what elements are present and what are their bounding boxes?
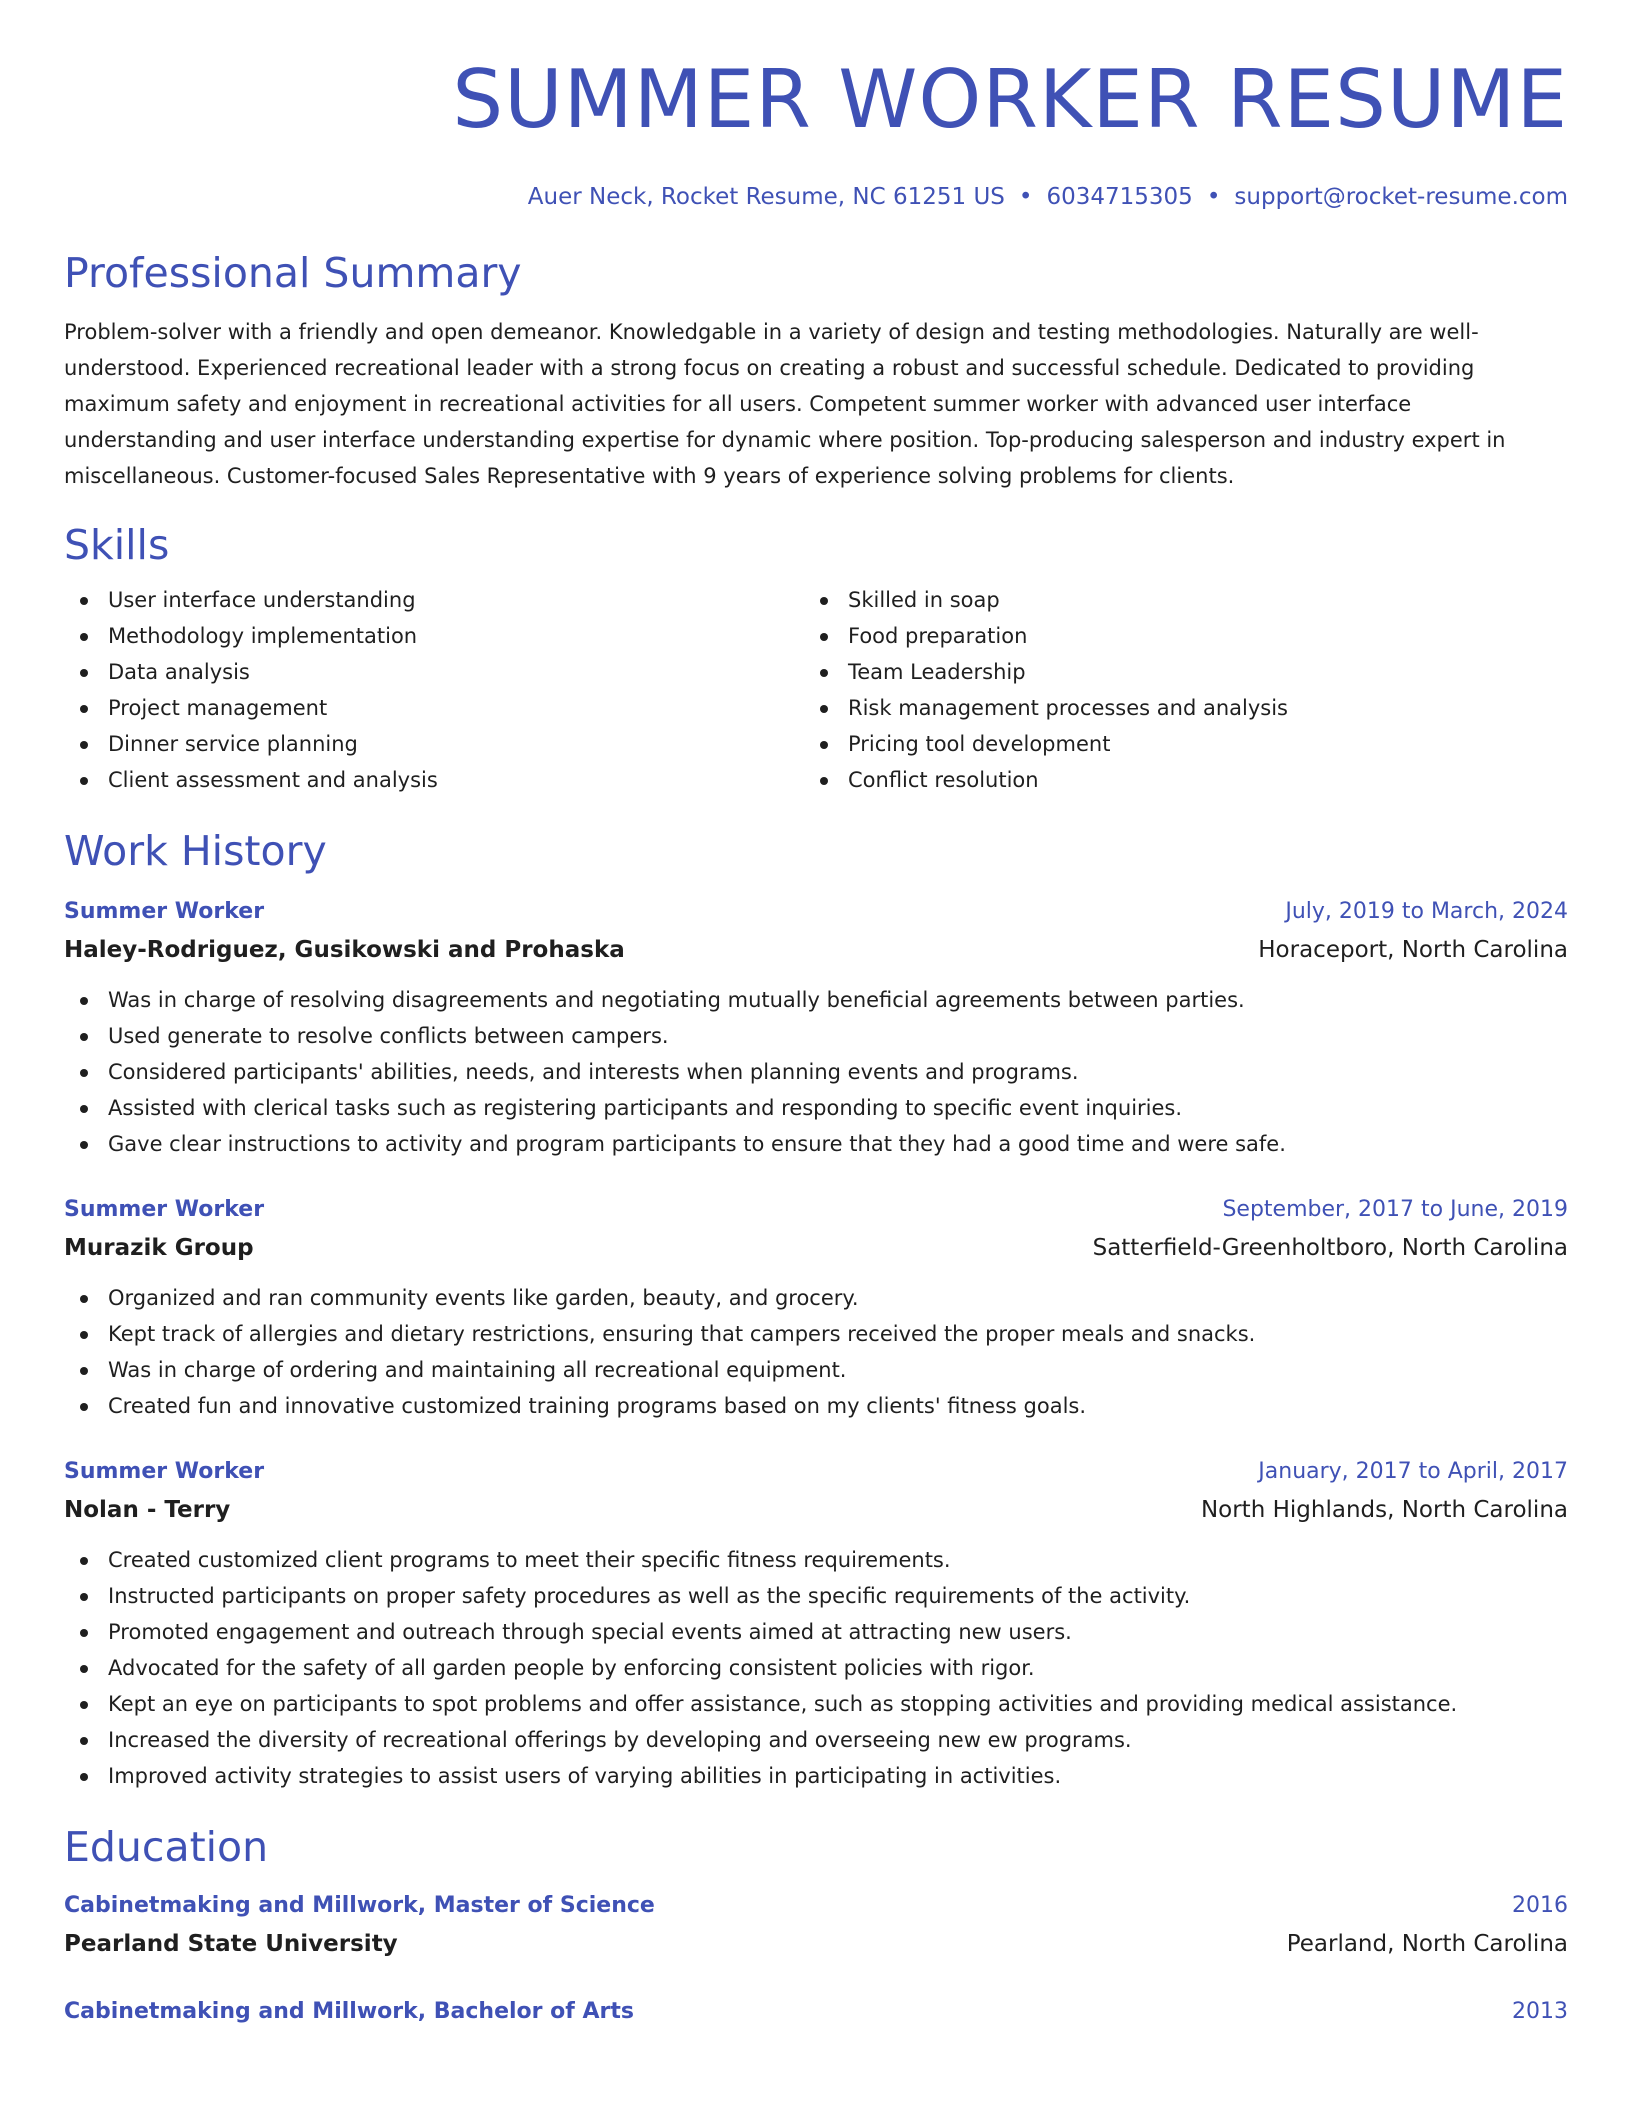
education-header-row [64, 1888, 1568, 1924]
job-duty: Organized and ran community events like garden, beauty, and grocery. [64, 1280, 1568, 1316]
skills-column-right [804, 582, 1544, 798]
job-duty: Increased the diversity of recreational offerings by developing and overseeing new ew programs. [64, 1722, 1568, 1758]
skill-item: Dinner service planning [64, 726, 804, 762]
section-title-education: Education [64, 1823, 269, 1871]
job-entry [64, 1454, 1568, 1794]
job-duties-list [64, 982, 1568, 1162]
job-entry [64, 894, 1568, 1162]
section-title-skills: Skills [64, 521, 170, 569]
skill-item: Conflict resolution [804, 762, 1544, 798]
education-degree: Cabinetmaking and Millwork, Bachelor of Arts [64, 1999, 634, 2024]
skill-item: Client assessment and analysis [64, 762, 804, 798]
job-duties-list [64, 1280, 1568, 1424]
resume-header [64, 52, 1568, 212]
job-duty: Gave clear instructions to activity and program participants to ensure that they had a good time and were safe. [64, 1126, 1568, 1162]
section-title-work-history: Work History [64, 827, 327, 875]
job-location: Satterfield-Greenholtboro, North Carolina [1092, 1235, 1568, 1261]
work-history-section [64, 826, 1568, 1794]
contact-separator: • [1206, 184, 1221, 210]
job-location: North Highlands, North Carolina [1200, 1497, 1568, 1523]
job-company: Haley-Rodriguez, Gusikowski and Prohaska [64, 937, 625, 963]
skill-item: Pricing tool development [804, 726, 1544, 762]
job-company-row [64, 930, 1568, 970]
contact-address: Auer Neck, Rocket Resume, NC 61251 US [527, 184, 1005, 210]
job-duty: Kept track of allergies and dietary restrictions, ensuring that campers received the proper meals and snacks. [64, 1316, 1568, 1352]
resume-title: SUMMER WORKER RESUME [452, 53, 1568, 146]
skill-item: Methodology implementation [64, 618, 804, 654]
job-dates: September, 2017 to June, 2019 [1222, 1197, 1568, 1222]
education-degree: Cabinetmaking and Millwork, Master of Science [64, 1893, 655, 1918]
job-header-row [64, 1192, 1568, 1228]
job-header-row [64, 894, 1568, 930]
job-header-row [64, 1454, 1568, 1490]
skill-item: Risk management processes and analysis [804, 690, 1544, 726]
skill-item: Data analysis [64, 654, 804, 690]
job-duty: Was in charge of ordering and maintaining all recreational equipment. [64, 1352, 1568, 1388]
job-duty: Promoted engagement and outreach through special events aimed at attracting new users. [64, 1614, 1568, 1650]
education-entry [64, 1994, 1568, 2030]
job-company: Murazik Group [64, 1235, 254, 1261]
contact-line [64, 182, 1568, 212]
contact-phone[interactable]: 6034715305 [1046, 184, 1193, 210]
education-school-row [64, 1924, 1568, 1964]
job-duties-list [64, 1542, 1568, 1794]
skill-item: Team Leadership [804, 654, 1544, 690]
contact-separator: • [1018, 184, 1033, 210]
job-entry [64, 1192, 1568, 1424]
job-duty: Created customized client programs to meet their specific fitness requirements. [64, 1542, 1568, 1578]
job-duty: Considered participants' abilities, needs, and interests when planning events and programs. [64, 1054, 1568, 1090]
section-title-summary: Professional Summary [64, 249, 522, 297]
job-duty: Assisted with clerical tasks such as registering participants and responding to specific event inquiries. [64, 1090, 1568, 1126]
summary-text: Problem-solver with a friendly and open demeanor. Knowledgable in a variety of design and testing methodologies. Naturally are well-understood. Experienced recreational leader with a strong focus on creating a robust and successful schedule. Dedicated to providing maximum safety and enjoyment in recreational activities for all users. Competent summer worker with advanced user interface understanding and user interface understanding expertise for dynamic where position. Top-producing salesperson and industry expert in miscellaneous. Customer-focused Sales Representative with 9 years of experience solving problems for clients. [64, 320, 1506, 488]
job-company: Nolan - Terry [64, 1497, 231, 1523]
education-year: 2016 [1512, 1893, 1568, 1918]
job-company-row [64, 1490, 1568, 1530]
job-dates: January, 2017 to April, 2017 [1258, 1459, 1568, 1484]
skill-item: Food preparation [804, 618, 1544, 654]
job-location: Horaceport, North Carolina [1258, 937, 1568, 963]
job-duty: Was in charge of resolving disagreements and negotiating mutually beneficial agreements between parties. [64, 982, 1568, 1018]
education-section [64, 1822, 1568, 2030]
job-duty: Advocated for the safety of all garden people by enforcing consistent policies with rigor. [64, 1650, 1568, 1686]
skill-item: Skilled in soap [804, 582, 1544, 618]
education-header-row [64, 1994, 1568, 2030]
education-entry [64, 1888, 1568, 1964]
job-duty: Used generate to resolve conflicts between campers. [64, 1018, 1568, 1054]
summary-section [64, 248, 1568, 494]
skills-section [64, 520, 1568, 798]
job-company-row [64, 1228, 1568, 1268]
job-title: Summer Worker [64, 1459, 265, 1484]
job-duty: Improved activity strategies to assist users of varying abilities in participating in activities. [64, 1758, 1568, 1794]
skills-column-left [64, 582, 804, 798]
education-location: Pearland, North Carolina [1286, 1931, 1568, 1957]
education-school: Pearland State University [64, 1931, 398, 1957]
skill-item: User interface understanding [64, 582, 804, 618]
skills-grid [64, 582, 1568, 798]
education-year: 2013 [1512, 1999, 1568, 2024]
job-duty: Instructed participants on proper safety procedures as well as the specific requirements of the activity. [64, 1578, 1568, 1614]
skill-item: Project management [64, 690, 804, 726]
job-duty: Created fun and innovative customized training programs based on my clients' fitness goals. [64, 1388, 1568, 1424]
job-dates: July, 2019 to March, 2024 [1285, 899, 1568, 924]
contact-email[interactable]: support@rocket-resume.com [1234, 184, 1568, 210]
job-title: Summer Worker [64, 1197, 265, 1222]
job-duty: Kept an eye on participants to spot problems and offer assistance, such as stopping activities and providing medical assistance. [64, 1686, 1568, 1722]
job-title: Summer Worker [64, 899, 265, 924]
